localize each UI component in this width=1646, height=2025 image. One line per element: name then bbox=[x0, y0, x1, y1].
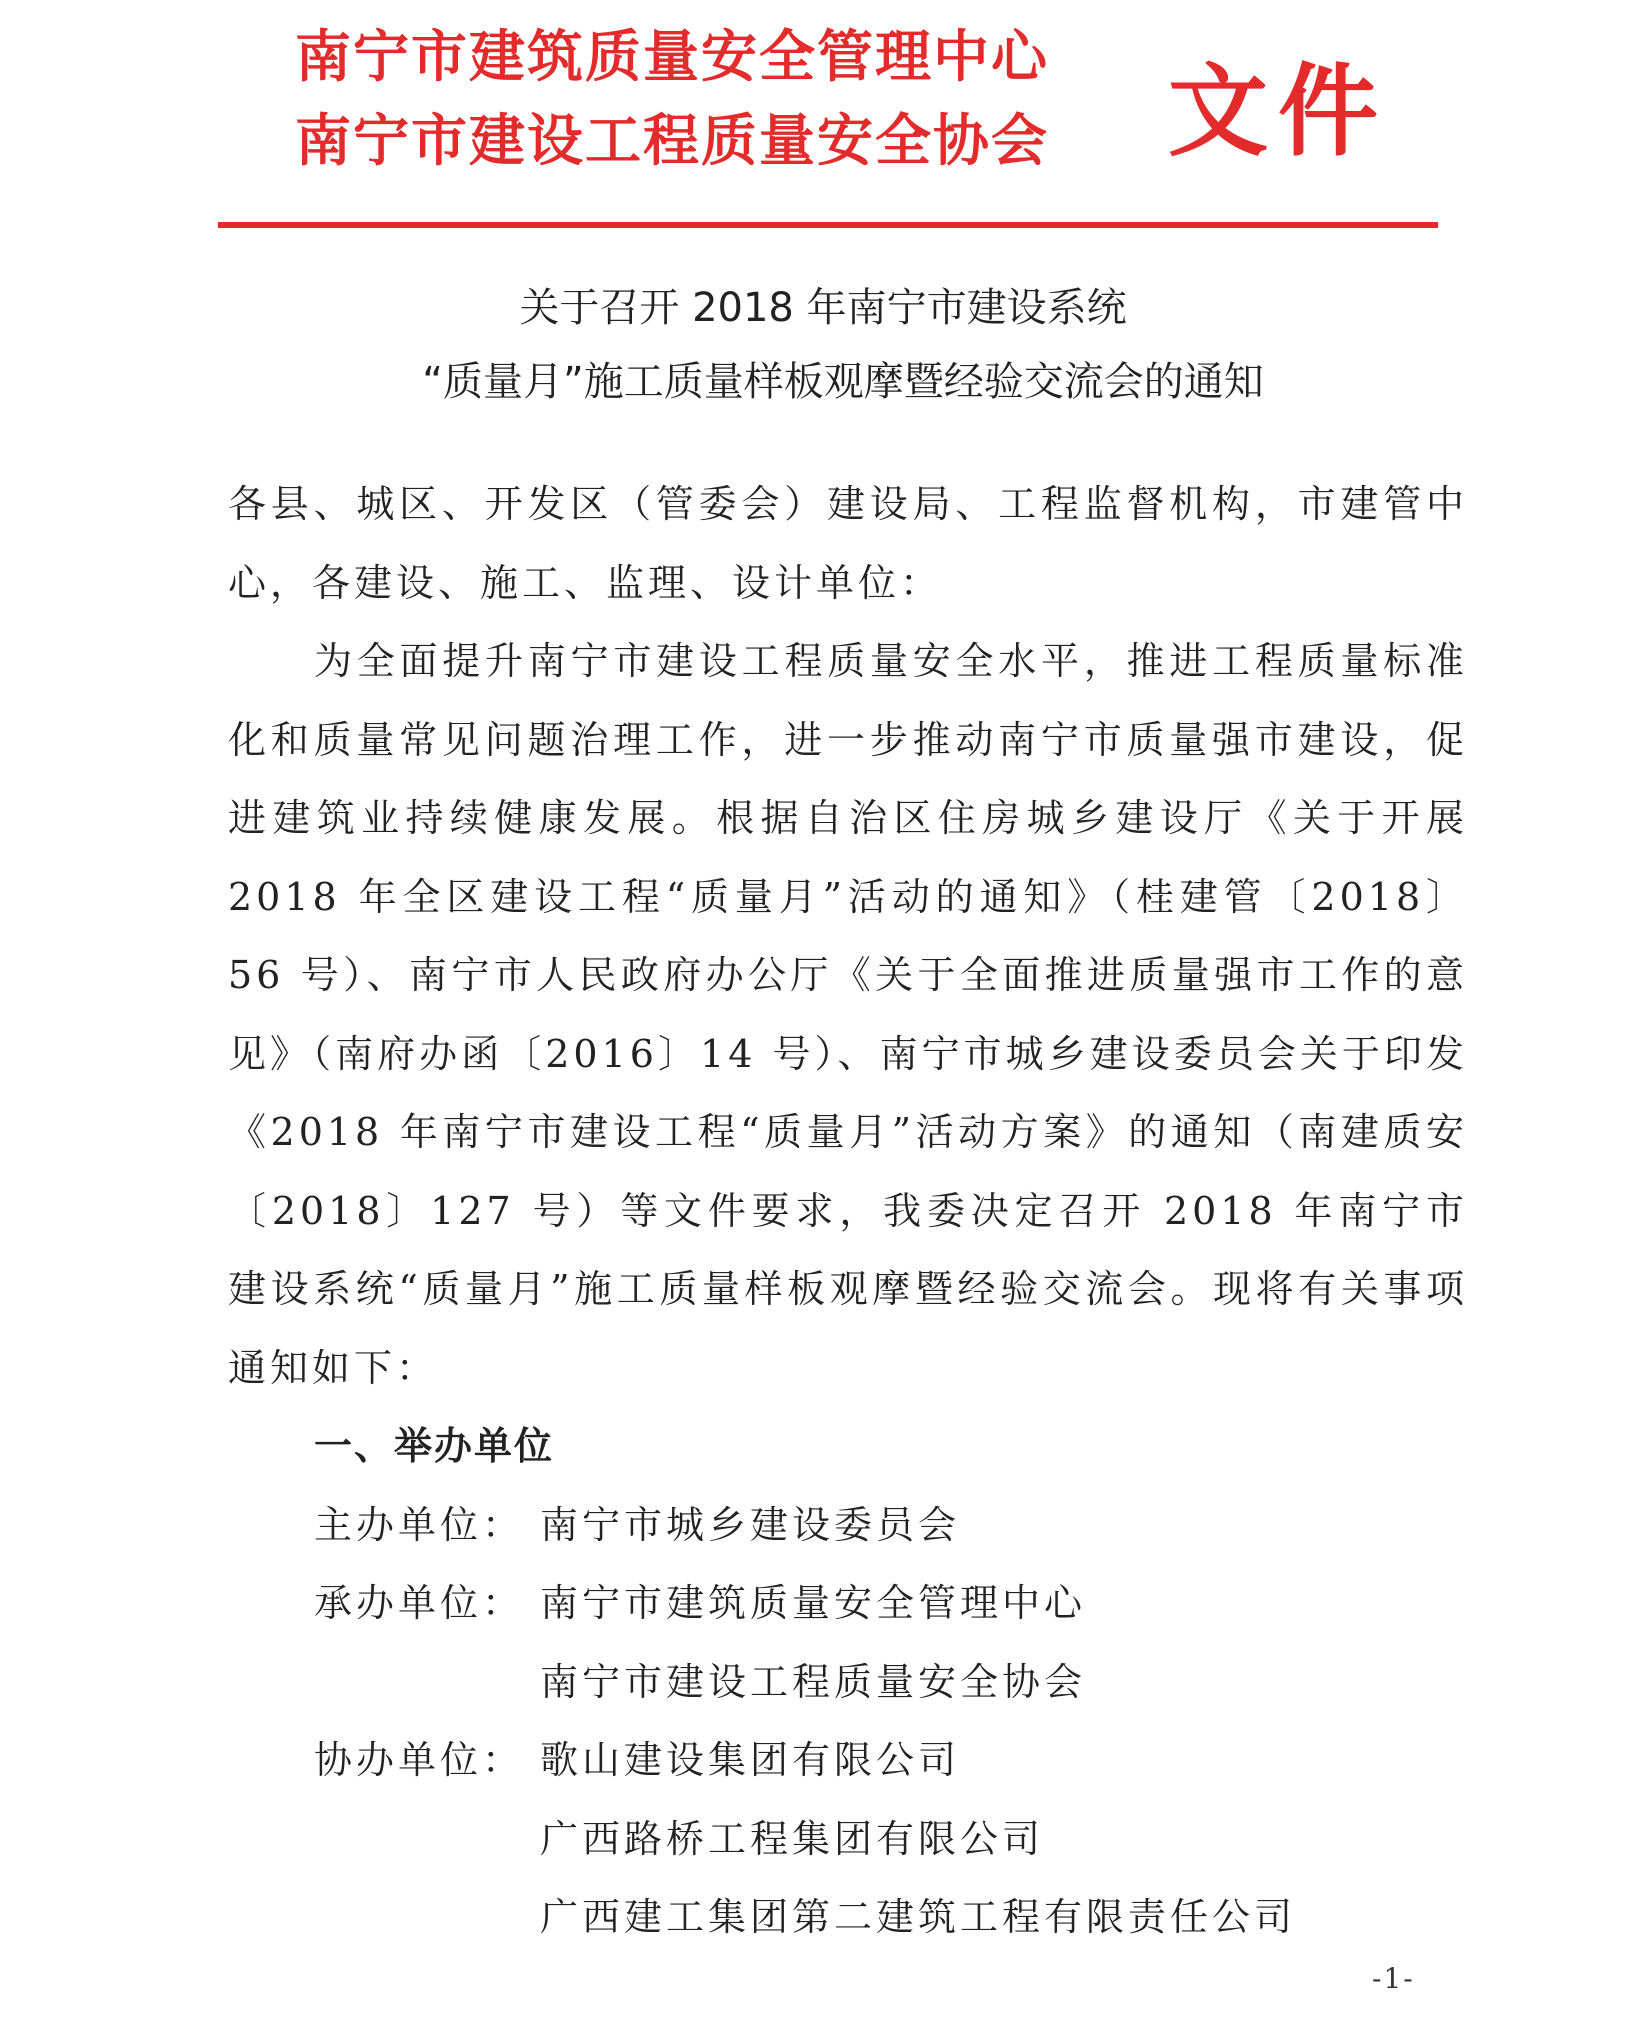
co-organizer-row bbox=[228, 1721, 1468, 1800]
document-title-line-2: “质量月”施工质量样板观摩暨经验交流会的通知 bbox=[422, 359, 1264, 405]
document-letterhead bbox=[0, 0, 1646, 230]
co-organizer-row bbox=[228, 1878, 1468, 1957]
co-organizer-value: 广西路桥工程集团有限公司 bbox=[540, 1816, 1045, 1861]
document-body bbox=[228, 465, 1468, 1957]
addressee: 各县、城区、开发区（管委会）建设局、工程监督机构，市建管中心，各建设、施工、监理、设计单位： bbox=[228, 482, 1468, 605]
organizer-row bbox=[228, 1643, 1468, 1722]
co-organizer-row bbox=[228, 1800, 1468, 1879]
organizer-label: 承办单位： bbox=[314, 1581, 525, 1625]
document-type-label: 文件 bbox=[1168, 53, 1388, 170]
letterhead-divider bbox=[218, 222, 1438, 228]
co-organizer-value: 广西建工集团第二建筑工程有限责任公司 bbox=[540, 1895, 1297, 1939]
issuer-name-2: 南宁市建设工程质量安全协会 bbox=[295, 109, 1049, 174]
section-heading-organizers: 一、举办单位 bbox=[314, 1424, 555, 1468]
intro-paragraph: 为全面提升南宁市建设工程质量安全水平，推进工程质量标准化和质量常见问题治理工作，进一步推动南宁市质量强市建设，促进建筑业持续健康发展。根据自治区住房城乡建设厅《关于开展 2018 年全区建设工程“质量月”活动的通知》（桂建管〔2018〕56 号）、南宁市人民政府办公厅《关于全面推进质量强市工作的意见》（南府办函〔2016〕14 号）、南宁市城乡建设委员会关于印发《2018 年南宁市建设工程“质量月”活动方案》的通知（南建质安〔2018〕127 号）等文件要求，我委决定召开 2018 年南宁市建设系统“质量月”施工质量样板观摩暨经验交流会。现将有关事项通知如下： bbox=[228, 639, 1468, 1390]
co-organizer-value: 歌山建设集团有限公司 bbox=[540, 1738, 961, 1782]
issuer-name-1: 南宁市建筑质量安全管理中心 bbox=[295, 25, 1049, 90]
host-unit-row bbox=[228, 1486, 1468, 1565]
organizer-value: 南宁市建设工程质量安全协会 bbox=[540, 1659, 1087, 1704]
host-unit-value: 南宁市城乡建设委员会 bbox=[540, 1502, 961, 1547]
document-title-line-1: 关于召开 2018 年南宁市建设系统 bbox=[519, 285, 1127, 331]
organizer-value: 南宁市建筑质量安全管理中心 bbox=[540, 1581, 1087, 1625]
co-organizer-label: 协办单位： bbox=[314, 1738, 525, 1782]
host-unit-label: 主办单位： bbox=[314, 1502, 525, 1547]
organizer-row bbox=[228, 1564, 1468, 1643]
page-number: -1- bbox=[1372, 1962, 1415, 1995]
